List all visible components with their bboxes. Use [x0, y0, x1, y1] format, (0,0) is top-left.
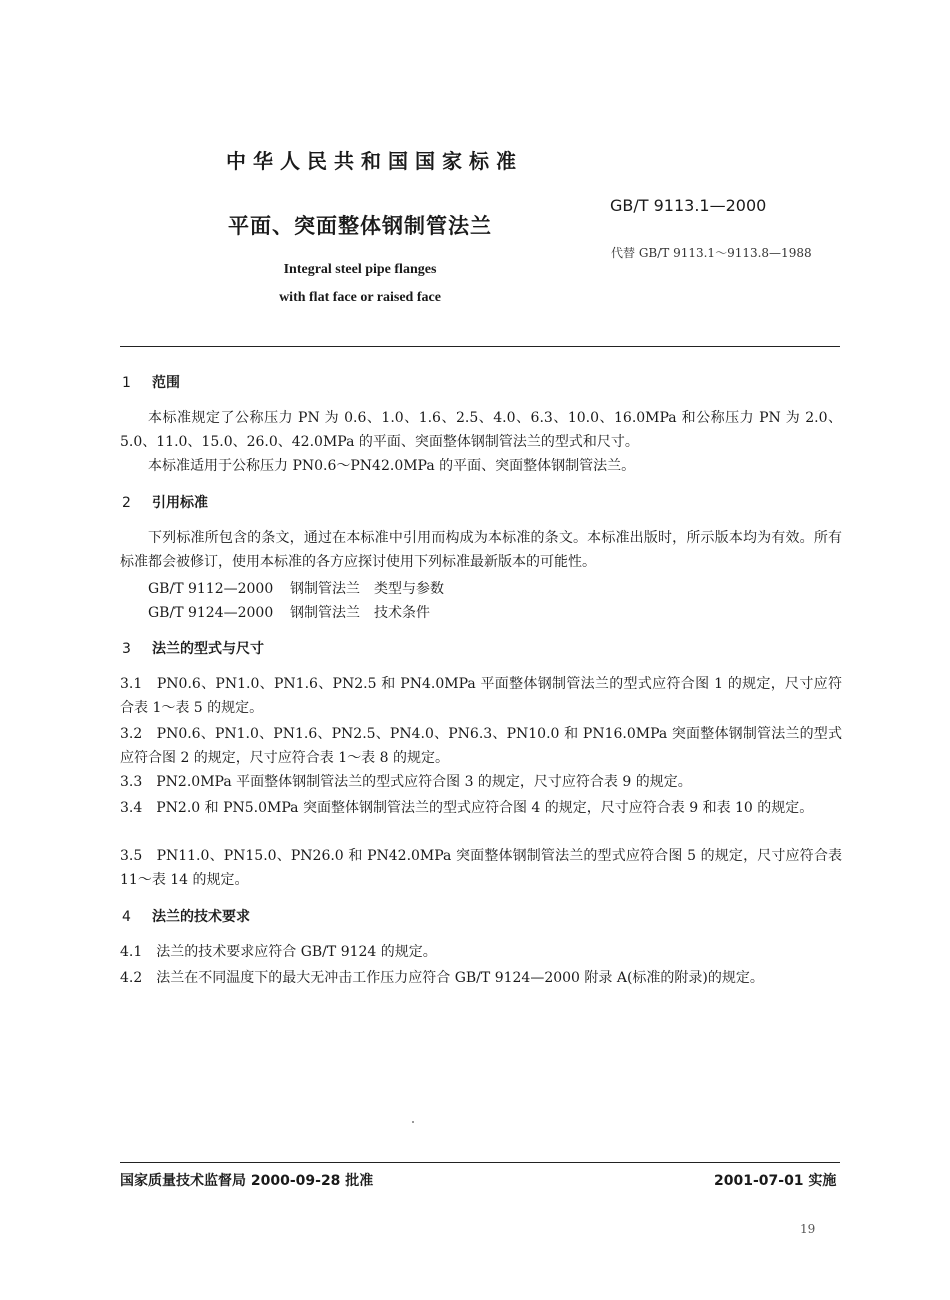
standard-code: GB/T 9113.1—2000: [610, 196, 767, 215]
section-1-paragraph-2: 本标准适用于公称压力 PN0.6～PN42.0MPa 的平面、突面整体钢制管法兰。: [148, 458, 636, 474]
section-title: 引用标准: [152, 495, 208, 511]
section-title: 法兰的型式与尺寸: [152, 641, 264, 657]
footer-issuer: 国家质量技术监督局 2000-09-28 批准: [120, 1173, 374, 1189]
replaces-note: 代替 GB/T 9113.1～9113.8—1988: [611, 246, 812, 260]
english-title-line1: Integral steel pipe flanges: [283, 262, 437, 277]
section-number: 4: [122, 909, 131, 925]
section-2-heading: [122, 492, 208, 512]
clause-4-1: 4.1 法兰的技术要求应符合 GB/T 9124 的规定。: [120, 944, 437, 960]
clause-3-5: 3.5 PN11.0、PN15.0、PN26.0 和 PN42.0MPa 突面整体钢制管法兰的型式应符合图 5 的规定，尺寸应符合表 11～表 14 的规定。: [120, 848, 842, 888]
section-number: 1: [122, 375, 131, 391]
reference-code: GB/T 9124—2000: [148, 605, 274, 621]
reference-title: 钢制管法兰 类型与参数: [290, 581, 444, 597]
scan-speck: [412, 1121, 414, 1123]
clause-3-3: 3.3 PN2.0MPa 平面整体钢制管法兰的型式应符合图 3 的规定，尺寸应符合表 9 的规定。: [120, 774, 692, 790]
clause-3-4: 3.4 PN2.0 和 PN5.0MPa 突面整体钢制管法兰的型式应符合图 4 的规定，尺寸应符合表 9 和表 10 的规定。: [120, 800, 814, 816]
reference-title: 钢制管法兰 技术条件: [290, 605, 430, 621]
section-1-paragraph-1: 本标准规定了公称压力 PN 为 0.6、1.0、1.6、2.5、4.0、6.3、10.0、16.0MPa 和公称压力 PN 为 2.0、5.0、11.0、15.0、26.0、42.0MPa 的平面、突面整体钢制管法兰的型式和尺寸。: [120, 410, 842, 450]
clause-4-2: 4.2 法兰在不同温度下的最大无冲击工作压力应符合 GB/T 9124—2000 附录 A(标准的附录)的规定。: [120, 970, 764, 986]
footer-divider: [120, 1162, 840, 1163]
english-title: [250, 256, 470, 312]
section-title: 法兰的技术要求: [152, 909, 250, 925]
reference-code: GB/T 9112—2000: [148, 581, 274, 597]
reference-item: [148, 578, 444, 598]
reference-item: [148, 602, 430, 622]
footer-effective-date: 2001-07-01 实施: [714, 1173, 837, 1189]
standard-title: 平面、突面整体钢制管法兰: [228, 214, 492, 238]
english-title-line2: with flat face or raised face: [279, 290, 441, 305]
section-number: 3: [122, 641, 131, 657]
section-1-heading: [122, 372, 180, 392]
section-4-heading: [122, 906, 250, 926]
clause-3-1: 3.1 PN0.6、PN1.0、PN1.6、PN2.5 和 PN4.0MPa 平面整体钢制管法兰的型式应符合图 1 的规定，尺寸应符合表 1～表 5 的规定。: [120, 676, 842, 716]
section-2-paragraph-1: 下列标准所包含的条文，通过在本标准中引用而构成为本标准的条文。本标准出版时，所示版本均为有效。所有标准都会被修订，使用本标准的各方应探讨使用下列标准最新版本的可能性。: [120, 530, 842, 570]
page-number: 19: [800, 1222, 816, 1236]
section-title: 范围: [152, 375, 180, 391]
section-number: 2: [122, 495, 131, 511]
header-divider: [120, 346, 840, 347]
section-3-heading: [122, 638, 264, 658]
national-standard-heading: 中华人民共和国国家标准: [226, 149, 523, 173]
clause-3-2: 3.2 PN0.6、PN1.0、PN1.6、PN2.5、PN4.0、PN6.3、PN10.0 和 PN16.0MPa 突面整体钢制管法兰的型式应符合图 2 的规定，尺寸应符合表 1～表 8 的规定。: [120, 726, 842, 766]
